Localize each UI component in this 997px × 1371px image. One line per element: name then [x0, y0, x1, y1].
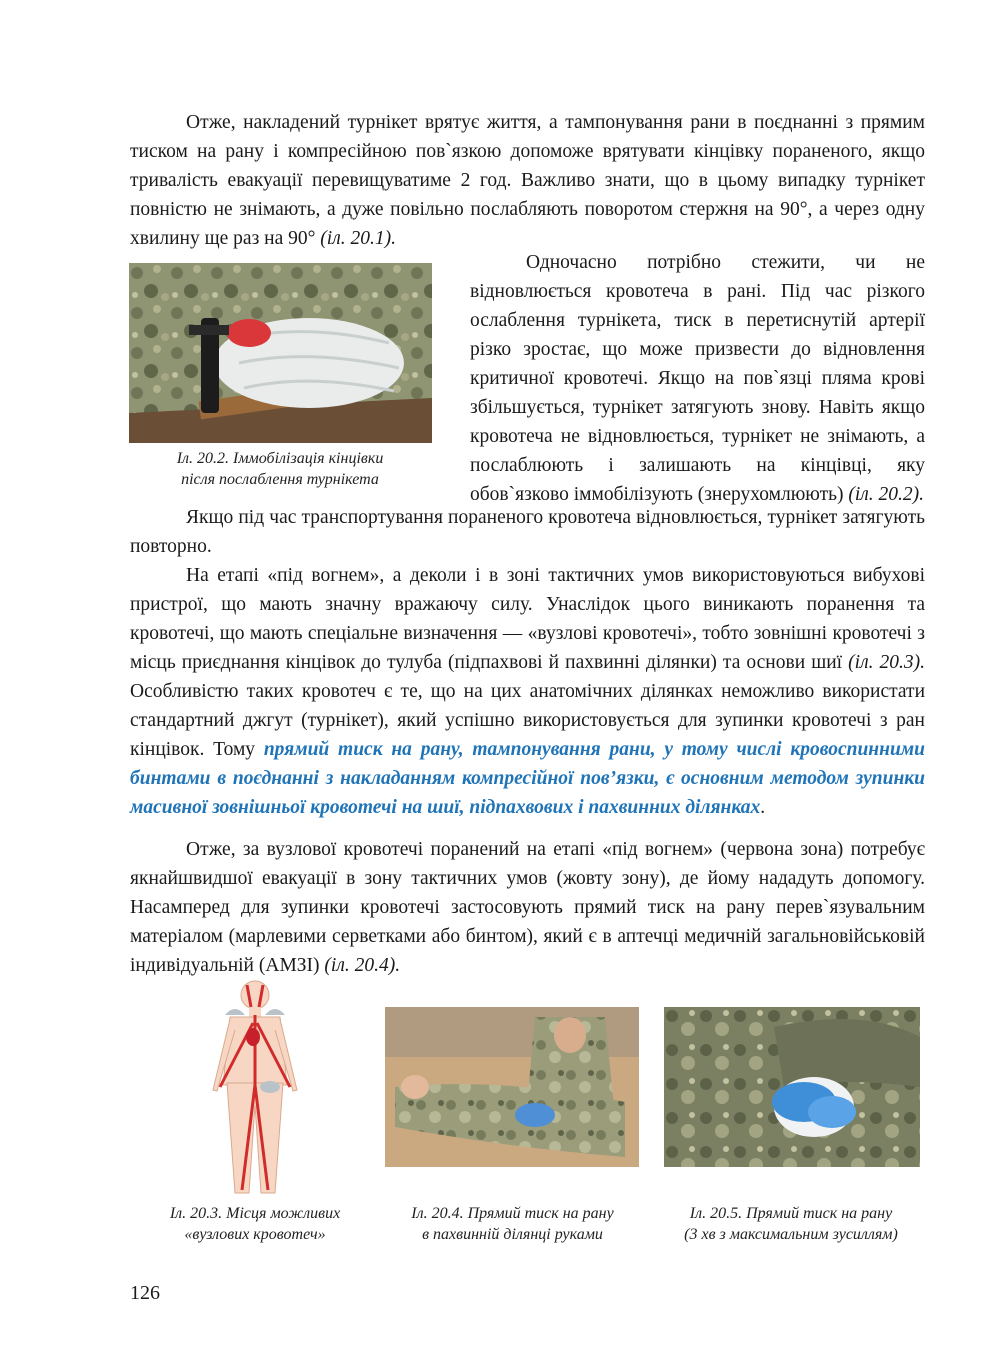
- figure-ref-20-1: (іл. 20.1).: [320, 228, 396, 249]
- figure-20-5-photo: [664, 1007, 920, 1167]
- paragraph-4-end: .: [760, 797, 766, 818]
- paragraph-1: [130, 108, 925, 253]
- figure-20-2-caption: [130, 448, 430, 490]
- body-vessels-icon: [195, 975, 315, 1200]
- caption-line: Іл. 20.5. Прямий тиск на рану: [689, 1205, 893, 1222]
- paragraph-4-text: На етапі «під вогнем», а деколи і в зоні тактичних умов використовуються вибухові пристрої, що мають значну вражаючу силу. Унаслідок цього виникають поранення та кровотечі, що мають спеціальне визначення — «вузлові кровотечі», тобто зовнішні кровотечі з місць приєднання кінцівок до тулуба (підпахвові й пахвинні ділянки) та основи шиї: [130, 565, 925, 673]
- immobilized-limb-photo: [129, 263, 432, 443]
- caption-line: Іл. 20.3. Місця можливих: [169, 1205, 341, 1222]
- paragraph-5: [130, 835, 925, 980]
- caption-line: «вузлових кровотеч»: [184, 1226, 326, 1243]
- caption-line: Іл. 20.4. Прямий тиск на рану: [411, 1205, 614, 1222]
- figure-20-5-caption: [660, 1203, 922, 1245]
- paragraph-2: [470, 248, 925, 509]
- caption-line: (3 хв з максимальним зусиллям): [684, 1226, 898, 1243]
- max-pressure-photo: [664, 1007, 920, 1167]
- groin-pressure-photo: [385, 1007, 639, 1167]
- caption-line: в пахвинній ділянці руками: [422, 1226, 603, 1243]
- caption-line: після послаблення турнікета: [181, 471, 379, 488]
- paragraph-4-text-b: Особливістю таких кровотеч є те, що на цих анатомічних ділянках неможливо використати стандартний джгут (турнікет), який успішно використовується для зупинки кровотечі з ран кінцівок. Тому: [130, 681, 925, 760]
- paragraph-5-text: Отже, за вузлової кровотечі поранений на етапі «під вогнем» (червона зона) потребує якнайшвидшої евакуації в зону тактичних умов (жовту зону), де йому нададуть допомогу. Насамперед для зупинки кровотечі застосовують прямий тиск на рану перев`язувальним матеріалом (марлевими серветками або бинтом), який є в аптечці медичній загальновійськовій індивідуальній (АМЗІ): [130, 839, 925, 976]
- caption-line: Іл. 20.2. Іммобілізація кінцівки: [176, 450, 384, 467]
- paragraph-1-text: Отже, накладений турнікет врятує життя, а тампонування рани в поєднанні з прямим тиском на рану і компресійною пов`язкою допоможе врятувати кінцівку пораненого, якщо тривалість евакуації перевищуватиме 2 год. Важливо знати, що в цьому випадку турнікет повністю не знімають, а дуже повільно послабляють поворотом стержня на 90°, а через одну хвилину ще раз на 90°: [130, 112, 925, 249]
- figure-20-4-photo: [385, 1007, 639, 1167]
- figure-ref-20-3: (іл. 20.3).: [848, 652, 926, 673]
- figure-20-3-illustration: [195, 975, 315, 1200]
- page-number: 126: [130, 1282, 160, 1304]
- figure-20-2-photo: [129, 263, 432, 443]
- figure-ref-20-4: (іл. 20.4).: [324, 955, 401, 976]
- emphasis-text: прямий тиск на рану, тампонування рани, у тому числі кровоспинними бинтами в поєднанні з накладанням компресійної пов’язки, є основним методом зупинки масивної зовнішньої кровотечі на шиї, підпахвових і пахвинних ділянках: [130, 739, 926, 818]
- paragraph-3: Якщо під час транспортування пораненого кровотеча відновлюється, турнікет затягують повторно.: [130, 507, 925, 557]
- paragraph-2-text: Одночасно потрібно стежити, чи не відновлюється кровотеча в рані. Під час різкого ослаблення турнікета, тиск в перетиснутій артерії різко зростає, що може призвести до відновлення критичної кровотечі. Якщо на пов`язці пляма крові збільшується, турнікет затягують знову. Навіть якщо кровотеча не відновлюється, турнікет не знімають, а послаблюють і залишають на кінцівці, яку обов`язково іммобілізують (знерухомлюють): [470, 252, 925, 505]
- paragraph-4: [130, 561, 925, 822]
- figure-ref-20-2: (іл. 20.2).: [848, 484, 925, 505]
- figure-20-4-caption: [385, 1203, 640, 1245]
- figure-20-3-caption: [140, 1203, 370, 1245]
